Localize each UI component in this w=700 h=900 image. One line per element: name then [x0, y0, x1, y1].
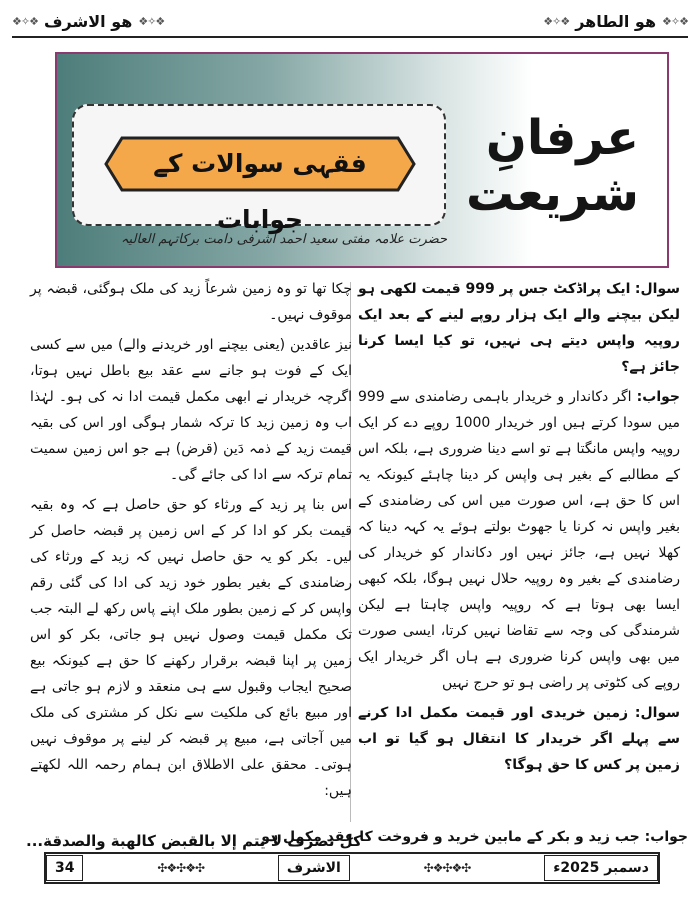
- magazine-name: الاشرف: [278, 855, 350, 881]
- header-ornament-left: ❖✧❖: [12, 14, 38, 28]
- question-label: سوال:: [634, 281, 680, 297]
- page-header: [12, 8, 688, 34]
- logo-word-irfan: عرفانِ: [485, 110, 639, 166]
- paragraph-question-1: [358, 276, 680, 380]
- header-ornament-right-2: ❖✧❖: [662, 14, 688, 28]
- paragraph: نیز عاقدین (یعنی بیچنے اور خریدنے والے) میں سے کسی ایک کے فوت ہو جانے سے عقد بیع باطل نہیں ہوتا، اگرچہ خریدار نے ابھی مکمل قیمت ادا نہ کی ہو۔ لہٰذا اب وہ زمین زید کا ترکہ شمار ہوگی اور اس کی بقیہ قیمت زید کے ذمہ دَین (قرض) ہے جو اس زمین سمیت تمام ترکہ سے ادا کی جائے گی۔: [30, 337, 352, 483]
- answer-text: اگر دکاندار و خریدار باہمی رضامندی سے 999 میں سودا کرتے ہیں اور خریدار 1000 روپے دے کر ایک روپیہ واپس مانگتا ہے تو اسے دینا ضروری ہے، بلکہ اس کے مطالبے کے بغیر ہی واپس کر دینا چاہئے کیونکہ یہ اس کا حق ہے، اس صورت میں اس کی رضامندی کے بغیر واپس نہ کرنا یا جھوٹ بولتے ہوئے یہ کہہ دینا کہ کھلا نہیں ہے، جائز نہیں اور دکاندار کو خریدار کی رضامندی کے بغیر وہ روپیہ حلال نہیں ہوگا، بلکہ کبھی ایسا بھی ہوتا ہے کہ روپیہ واپس چاہتا ہے لیکن شرمندگی کی وجہ سے تقاضا نہیں کرتا، ایسی صورت میں بھی واپس کرنا ضروری ہے ہاں اگر خریدار ایک روپے کی کٹوتی پر راضی ہو تو حرج نہیں: [358, 389, 680, 691]
- header-right-title: هو الطاهر: [575, 11, 657, 31]
- paragraph: چکا تھا تو وہ زمین شرعاً زید کی ملک ہوگئی، قبضہ پر موقوف نہیں۔: [30, 281, 352, 323]
- header-left-title: هو الاشرف: [43, 11, 133, 31]
- title-banner: [55, 52, 669, 268]
- header-ornament-left-2: ❖✧❖: [138, 14, 165, 28]
- dashed-title-frame: [72, 104, 446, 234]
- question-text: ایک پراڈکٹ جس پر 999 قیمت لکھی ہو لیکن بیچنے والے ایک ہزار روپے لینے کے بعد ایک روپیہ واپس دیتے ہی نہیں، تو کیا ایسا کرنا جائز ہے؟: [358, 281, 680, 375]
- paragraph: اس بنا پر زید کے ورثاء کو حق حاصل ہے کہ وہ بقیہ قیمت بکر کو ادا کر کے اس زمین پر قبضہ حاصل کر لیں۔ بکر کو یہ حق حاصل نہیں کہ زید کے ورثاء کی رضامندی کے بغیر بطور خود زید کی ادا کی گئی رقم واپس کر کے زمین بطور ملک اپنے پاس رکھ لے البتہ جب تک مکمل قیمت وصول نہیں ہو جاتی، بکر کو اس زمین پر اپنا قبضہ برقرار رکھنے کا حق ہے کیونکہ بیع صحیح ایجاب وقبول سے ہی منعقد و لازم ہو جاتی ہے اور مبیع بائع کی ملکیت سے نکل کر مشتری کی ملک میں آجاتی ہے، مبیع پر قبضہ کر لینے پر موقوف نہیں ہوتی۔ محقق علی الاطلاق ابن ہمام رحمہ اللہ لکھتے ہیں:: [30, 497, 352, 799]
- bottom-text-line: [12, 824, 688, 850]
- question-label: سوال:: [634, 705, 680, 721]
- answer-label: جواب:: [636, 389, 680, 405]
- right-column: [358, 276, 680, 824]
- page-number: 34: [46, 855, 83, 881]
- answer-text: جب زید و بکر کے مابین خرید و فروخت کا عقد مکمل ہو: [261, 829, 640, 845]
- footer-ornament: ✣❖✣❖✣: [423, 861, 471, 875]
- title-tag: [104, 136, 416, 234]
- answer-label: جواب:: [644, 829, 688, 845]
- footer-ornament: ✣❖✣❖✣: [157, 861, 205, 875]
- paragraph-question-2: [358, 700, 680, 778]
- arabic-quote: كل تصرف لا يتم إلا بالقبض كالهبة والصدقة...: [26, 832, 362, 850]
- logo-word-shariat: شریعت: [466, 166, 639, 222]
- left-column: [30, 276, 352, 824]
- tag-title: فقہی سوالات کے جوابات: [153, 149, 367, 234]
- page-footer: [44, 852, 660, 884]
- issue-date: دسمبر 2025ء: [544, 855, 658, 881]
- header-left: [12, 12, 164, 31]
- header-right: [543, 12, 688, 31]
- author-credit: حضرت علامہ مفتی سعید احمد اشرفی دامت برکاتہم العالیہ: [120, 232, 447, 247]
- header-ornament-right: ❖✧❖: [543, 14, 570, 28]
- paragraph-answer-1: [358, 384, 680, 696]
- question-text: زمین خریدی اور قیمت مکمل ادا کرنے سے پہلے اگر خریدار کا انتقال ہو گیا تو اب زمین پر کس کا حق ہوگا؟: [358, 705, 680, 773]
- header-rule: [12, 36, 688, 38]
